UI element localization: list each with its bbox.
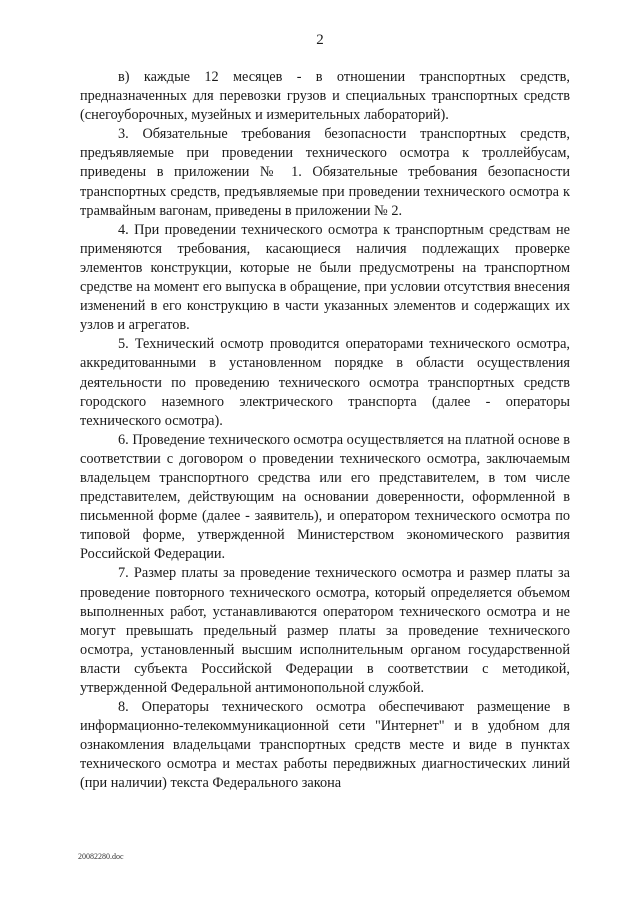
paragraph-6: 6. Проведение технического осмотра осуществляется на платной основе в соответствии с договором о проведении технического осмотра, заключаемым владельцем транспортного средства или его представителем, в том числе представителем, действующим на основании доверенности, оформленной в письменной форме (далее - заявитель), и оператором технического осмотра по типовой форме, утвержденной Министерством экономического развития Российской Федерации. [80,431,570,563]
page-number: 2 [316,32,324,48]
paragraph-8: 8. Операторы технического осмотра обеспечивают размещение в информационно-телекоммуникационной сети "Интернет" и в удобном для ознакомления владельцами транспортных средств месте и виде в пунктах технического осмотра и местах работы передвижных диагностических линий (при наличии) текста Федерального закона [80,699,570,792]
document-file-code: 20082280.doc [78,852,124,861]
document-body [80,68,570,794]
paragraph-7: 7. Размер платы за проведение технического осмотра и размер платы за проведение повторного технического осмотра, который определяется объемом выполненных работ, устанавливаются оператором технического осмотра и не могут превышать предельный размер платы за проведение технического осмотра, установленный высшим исполнительным органом государственной власти субъекта Российской Федерации в соответствии с методикой, утвержденной Федеральной антимонопольной службой. [80,565,570,696]
paragraph-4: 4. При проведении технического осмотра к транспортным средствам не применяются требования, касающиеся наличия подлежащих проверке элементов конструкции, которые не были предусмотрены на транспортном средстве на момент его выпуска в обращение, при условии отсутствия внесения изменений в его конструкцию в части указанных элементов и содержащих их узлов и агрегатов. [80,221,570,334]
paragraph-5: 5. Технический осмотр проводится операторами технического осмотра, аккредитованными в установленном порядке в области осуществления деятельности по проведению технического осмотра транспортных средств городского наземного электрического транспорта (далее - операторы технического осмотра). [80,336,570,429]
paragraph-item-v: в) каждые 12 месяцев - в отношении транспортных средств, предназначенных для перевозки грузов и специальных транспортных средств (снегоуборочных, музейных и измерительных лабораторий). [80,69,570,124]
paragraph-3: 3. Обязательные требования безопасности транспортных средств, предъявляемые при проведении технического осмотра к троллейбусам, приведены в приложении № 1. Обязательные требования безопасности транспортных средств, предъявляемые при проведении технического осмотра к трамвайным вагонам, приведены в приложении № 2. [80,126,570,219]
